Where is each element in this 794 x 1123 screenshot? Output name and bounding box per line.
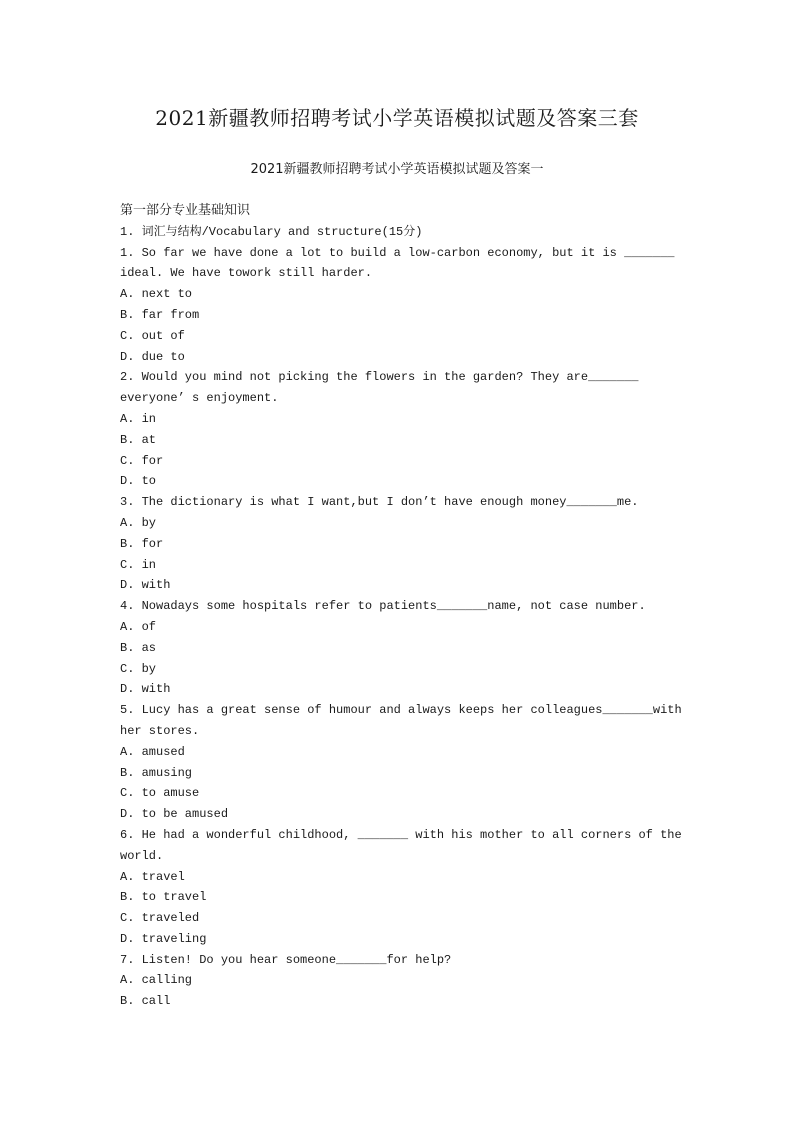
answer-option: C. out of xyxy=(120,328,185,343)
answer-option: A. amused xyxy=(120,744,185,759)
question-text: 5. Lucy has a great sense of humour and always keeps her colleagues_______with xyxy=(120,703,682,718)
question-text: 7. Listen! Do you hear someone_______for help? xyxy=(120,952,452,967)
answer-option: D. traveling xyxy=(120,931,207,946)
question-text: ideal. We have towork still harder. xyxy=(120,266,373,281)
answer-option: A. travel xyxy=(120,869,185,884)
section-heading: 第一部分专业基础知识 xyxy=(120,203,251,218)
answer-option: D. with xyxy=(120,682,171,697)
question-text: world. xyxy=(120,848,164,863)
answer-option: C. for xyxy=(120,453,164,468)
answer-option: A. next to xyxy=(120,287,193,302)
answer-option: C. to amuse xyxy=(120,786,200,801)
question-item xyxy=(120,950,680,1012)
question-text: 1. So far we have done a lot to build a low-carbon economy, but it is _______ xyxy=(120,245,675,260)
question-item xyxy=(120,825,680,950)
answer-option: B. amusing xyxy=(120,765,193,780)
page-subtitle: 2021新疆教师招聘考试小学英语模拟试题及答案一 xyxy=(250,162,544,177)
answer-option: A. of xyxy=(120,619,157,634)
question-text: 2. Would you mind not picking the flowers in the garden? They are_______ xyxy=(120,370,639,385)
question-text: 6. He had a wonderful childhood, _______ with his mother to all corners of the xyxy=(120,827,682,842)
answer-option: B. to travel xyxy=(120,890,207,905)
answer-option: B. as xyxy=(120,640,157,655)
answer-option: D. due to xyxy=(120,349,185,364)
answer-option: C. by xyxy=(120,661,157,676)
page-title: 2021新疆教师招聘考试小学英语模拟试题及答案三套 xyxy=(155,106,639,130)
question-text: 4. Nowadays some hospitals refer to patients_______name, not case number. xyxy=(120,599,646,614)
question-text: 3. The dictionary is what I want,but I don’t have enough money_______me. xyxy=(120,495,639,510)
answer-option: B. at xyxy=(120,432,157,447)
question-item xyxy=(120,700,680,825)
question-item xyxy=(120,596,680,700)
document-body xyxy=(120,201,680,1012)
answer-option: D. to xyxy=(120,474,157,489)
question-text: her stores. xyxy=(120,723,200,738)
question-item xyxy=(120,492,680,596)
answer-option: B. far from xyxy=(120,307,200,322)
answer-option: D. to be amused xyxy=(120,807,229,822)
answer-option: A. in xyxy=(120,411,157,426)
answer-option: B. call xyxy=(120,994,171,1009)
answer-option: B. for xyxy=(120,536,164,551)
answer-option: C. in xyxy=(120,557,157,572)
part-heading: 1. 词汇与结构/Vocabulary and structure(15分) xyxy=(120,224,423,239)
question-list xyxy=(120,243,680,1012)
answer-option: A. by xyxy=(120,515,157,530)
question-text: everyone’ s enjoyment. xyxy=(120,391,279,406)
question-item xyxy=(120,367,680,492)
question-item xyxy=(120,243,680,368)
answer-option: C. traveled xyxy=(120,911,200,926)
answer-option: D. with xyxy=(120,578,171,593)
answer-option: A. calling xyxy=(120,973,193,988)
